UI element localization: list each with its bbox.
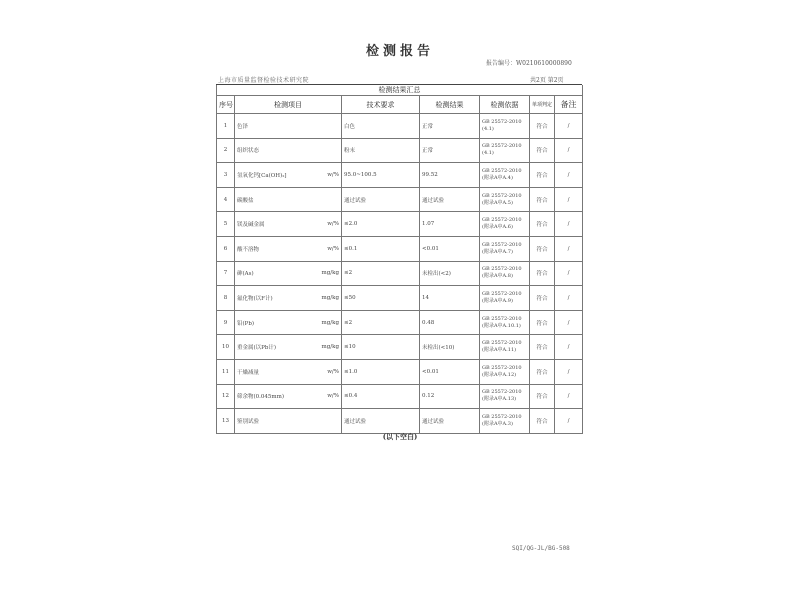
- row-item: 色泽: [237, 123, 249, 130]
- row-index: 6: [217, 236, 235, 261]
- row-requirement: ≤2: [342, 261, 420, 286]
- row-item-cell: [235, 187, 342, 212]
- table-row: [217, 335, 583, 360]
- row-basis-cell: [480, 163, 530, 188]
- table-row: [217, 163, 583, 188]
- row-result: 未检出(<10): [420, 335, 480, 360]
- row-requirement: 白色: [342, 114, 420, 139]
- row-judgement: 符合: [530, 187, 555, 212]
- row-item: 重金属(以Pb计): [237, 345, 277, 352]
- row-index: 11: [217, 359, 235, 384]
- col-header-item: 检测项目: [235, 96, 342, 114]
- row-item: 筛余物(0.045mm): [237, 394, 284, 401]
- row-judgement: 符合: [530, 286, 555, 311]
- row-basis-clause: (附录A中A.11): [482, 347, 517, 354]
- row-judgement: 符合: [530, 335, 555, 360]
- row-result: <0.01: [420, 359, 480, 384]
- table-row: [217, 212, 583, 237]
- table-row: [217, 384, 583, 409]
- row-requirement: ≤50: [342, 286, 420, 311]
- col-header-requirement: 技术要求: [342, 96, 420, 114]
- row-note: /: [555, 286, 583, 311]
- row-basis-clause: (附录A中A.8): [482, 273, 513, 280]
- row-item-cell: [235, 286, 342, 311]
- results-table: [216, 85, 583, 434]
- row-basis-standard: GB 25572-2010: [482, 241, 522, 248]
- row-basis-clause: (4.1): [482, 125, 494, 132]
- col-header-basis: 检测依据: [480, 96, 530, 114]
- row-result: 通过试验: [420, 409, 480, 434]
- row-index: 7: [217, 261, 235, 286]
- row-index: 8: [217, 286, 235, 311]
- row-basis-standard: GB 25572-2010: [482, 315, 522, 322]
- row-basis-clause: (附录A中A.5): [482, 199, 513, 206]
- row-unit: mg/kg: [321, 344, 339, 351]
- end-of-content-note: (以下空白): [382, 432, 418, 441]
- table-row: [217, 187, 583, 212]
- row-basis-standard: GB 25572-2010: [482, 167, 522, 174]
- row-note: /: [555, 335, 583, 360]
- row-item-cell: [235, 261, 342, 286]
- row-result: 未检出(<2): [420, 261, 480, 286]
- row-requirement: 95.0~100.5: [342, 163, 420, 188]
- row-basis-standard: GB 25572-2010: [482, 413, 522, 420]
- row-index: 5: [217, 212, 235, 237]
- row-unit: w/%: [327, 171, 339, 178]
- row-item: 氟化物(以F计): [237, 295, 273, 302]
- row-note: /: [555, 310, 583, 335]
- row-note: /: [555, 138, 583, 163]
- row-requirement: ≤2: [342, 310, 420, 335]
- row-index: 13: [217, 409, 235, 434]
- row-index: 2: [217, 138, 235, 163]
- row-judgement: 符合: [530, 163, 555, 188]
- row-index: 10: [217, 335, 235, 360]
- row-basis-cell: [480, 212, 530, 237]
- row-item-cell: [235, 163, 342, 188]
- row-note: /: [555, 163, 583, 188]
- row-item-cell: [235, 335, 342, 360]
- row-note: /: [555, 261, 583, 286]
- row-requirement: 粉末: [342, 138, 420, 163]
- row-unit: w/%: [327, 393, 339, 400]
- row-item-cell: [235, 138, 342, 163]
- row-basis-cell: [480, 114, 530, 139]
- row-unit: mg/kg: [321, 294, 339, 301]
- table-row: [217, 236, 583, 261]
- row-item-cell: [235, 114, 342, 139]
- row-index: 1: [217, 114, 235, 139]
- table-row: [217, 138, 583, 163]
- row-judgement: 符合: [530, 384, 555, 409]
- row-note: /: [555, 236, 583, 261]
- row-basis-cell: [480, 409, 530, 434]
- row-requirement: ≤0.4: [342, 384, 420, 409]
- row-result: 1.07: [420, 212, 480, 237]
- table-caption-row: [217, 85, 583, 96]
- row-basis-standard: GB 25572-2010: [482, 118, 522, 125]
- row-item: 酸不溶物: [237, 246, 260, 253]
- table-row: [217, 114, 583, 139]
- table-row: [217, 261, 583, 286]
- row-basis-standard: GB 25572-2010: [482, 217, 522, 224]
- report-number: 报告编号：W0210610000890: [486, 60, 572, 67]
- page-number: 共2页 第2页: [530, 77, 564, 84]
- row-result: 正常: [420, 138, 480, 163]
- row-requirement: ≤0.1: [342, 236, 420, 261]
- row-note: /: [555, 212, 583, 237]
- row-unit: mg/kg: [321, 319, 339, 326]
- row-item: 砷(As): [237, 271, 254, 278]
- table-row: [217, 310, 583, 335]
- row-unit: mg/kg: [321, 270, 339, 277]
- row-result: 正常: [420, 114, 480, 139]
- row-basis-clause: (附录A中A.9): [482, 297, 513, 304]
- row-basis-cell: [480, 335, 530, 360]
- row-unit: w/%: [327, 368, 339, 375]
- row-note: /: [555, 114, 583, 139]
- organization-name: 上海市质量监督检验技术研究院: [218, 77, 310, 84]
- row-judgement: 符合: [530, 138, 555, 163]
- col-header-judgement: 单项判定: [530, 96, 555, 114]
- row-basis-cell: [480, 384, 530, 409]
- row-judgement: 符合: [530, 359, 555, 384]
- row-item-cell: [235, 310, 342, 335]
- row-index: 9: [217, 310, 235, 335]
- row-basis-cell: [480, 286, 530, 311]
- col-header-note: 备注: [555, 96, 583, 114]
- row-basis-standard: GB 25572-2010: [482, 364, 522, 371]
- row-basis-cell: [480, 261, 530, 286]
- row-basis-cell: [480, 187, 530, 212]
- row-item: 干燥减量: [237, 369, 260, 376]
- row-item: 组织状态: [237, 148, 260, 155]
- row-index: 3: [217, 163, 235, 188]
- row-item: 碳酸盐: [237, 197, 254, 204]
- row-basis-standard: GB 25572-2010: [482, 143, 522, 150]
- row-basis-clause: (附录A中A.3): [482, 420, 513, 427]
- report-title: 检测报告: [365, 44, 434, 59]
- row-result: 通过试验: [420, 187, 480, 212]
- row-requirement: 通过试验: [342, 409, 420, 434]
- row-item: 氢氧化钙[Ca(OH)₂]: [237, 172, 287, 179]
- row-note: /: [555, 187, 583, 212]
- form-code: SQI/QG-JL/BG-508: [512, 545, 570, 552]
- row-note: /: [555, 359, 583, 384]
- row-basis-cell: [480, 236, 530, 261]
- row-result: 0.48: [420, 310, 480, 335]
- row-result: 14: [420, 286, 480, 311]
- row-basis-clause: (附录A中A.4): [482, 174, 513, 181]
- row-unit: w/%: [327, 245, 339, 252]
- row-item: 铅(Pb): [237, 320, 255, 327]
- table-row: [217, 359, 583, 384]
- row-judgement: 符合: [530, 212, 555, 237]
- col-header-index: 序号: [217, 96, 235, 114]
- row-index: 12: [217, 384, 235, 409]
- table-header-row: [217, 96, 583, 114]
- row-item-cell: [235, 384, 342, 409]
- row-result: 0.12: [420, 384, 480, 409]
- row-item-cell: [235, 212, 342, 237]
- row-basis-standard: GB 25572-2010: [482, 389, 522, 396]
- row-basis-clause: (附录A中A.7): [482, 248, 513, 255]
- table-caption: 检测结果汇总: [217, 85, 583, 96]
- row-basis-standard: GB 25572-2010: [482, 340, 522, 347]
- row-basis-clause: (附录A中A.6): [482, 224, 513, 231]
- row-basis-standard: GB 25572-2010: [482, 192, 522, 199]
- row-requirement: ≤1.0: [342, 359, 420, 384]
- row-judgement: 符合: [530, 310, 555, 335]
- row-requirement: ≤10: [342, 335, 420, 360]
- col-header-result: 检测结果: [420, 96, 480, 114]
- row-judgement: 符合: [530, 409, 555, 434]
- row-basis-clause: (附录A中A.13): [482, 396, 517, 403]
- row-index: 4: [217, 187, 235, 212]
- table-row: [217, 409, 583, 434]
- row-requirement: ≤2.0: [342, 212, 420, 237]
- row-judgement: 符合: [530, 114, 555, 139]
- row-basis-cell: [480, 359, 530, 384]
- table-row: [217, 286, 583, 311]
- row-judgement: 符合: [530, 236, 555, 261]
- row-basis-standard: GB 25572-2010: [482, 290, 522, 297]
- row-basis-cell: [480, 138, 530, 163]
- row-basis-cell: [480, 310, 530, 335]
- row-note: /: [555, 409, 583, 434]
- row-item-cell: [235, 359, 342, 384]
- row-judgement: 符合: [530, 261, 555, 286]
- row-basis-clause: (附录A中A.12): [482, 371, 517, 378]
- row-item-cell: [235, 236, 342, 261]
- row-result: <0.01: [420, 236, 480, 261]
- row-item-cell: [235, 409, 342, 434]
- row-basis-clause: (附录A中A.10.1): [482, 322, 521, 329]
- row-requirement: 通过试验: [342, 187, 420, 212]
- row-basis-clause: (4.1): [482, 150, 494, 157]
- row-basis-standard: GB 25572-2010: [482, 266, 522, 273]
- row-item: 镁及碱金属: [237, 222, 265, 229]
- row-item: 鉴别试验: [237, 418, 260, 425]
- row-result: 99.52: [420, 163, 480, 188]
- row-note: /: [555, 384, 583, 409]
- row-unit: w/%: [327, 221, 339, 228]
